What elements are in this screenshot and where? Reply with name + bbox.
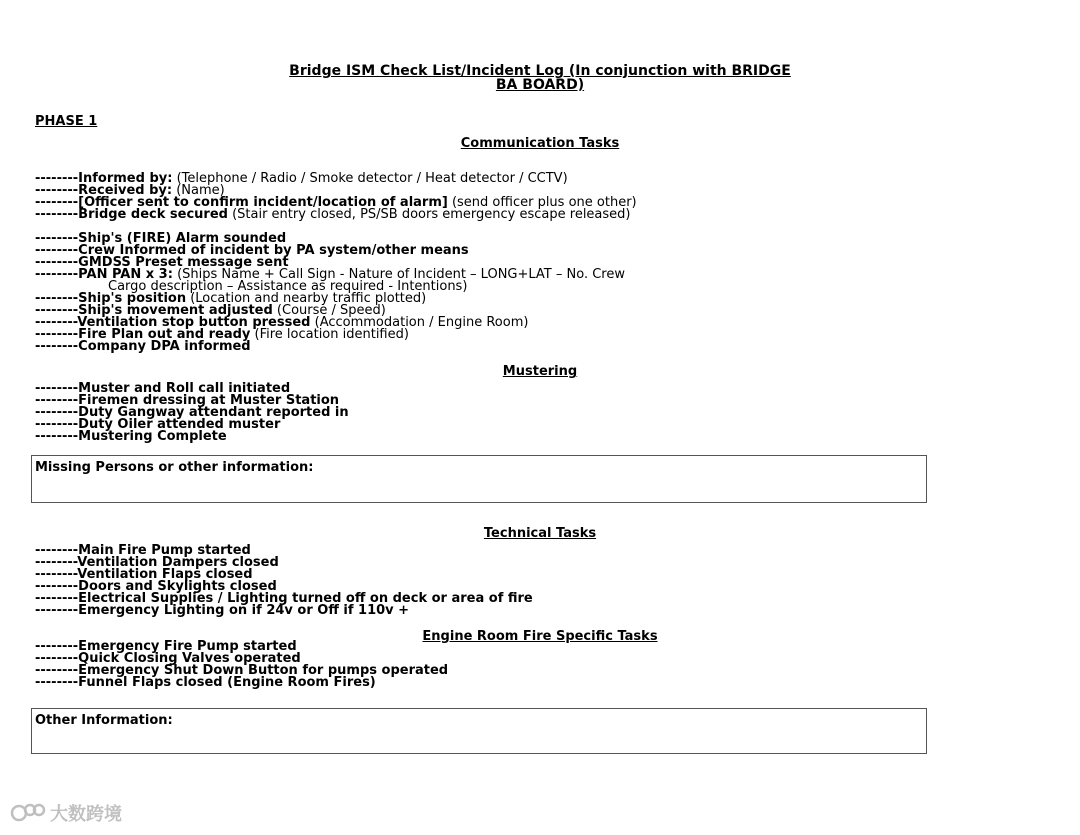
communication-list-2 xyxy=(35,233,915,353)
checklist-item-label: Electrical Supplies / Lighting turned off on deck or area of fire xyxy=(78,591,533,606)
checklist-dash-prefix: -------- xyxy=(35,315,78,330)
checklist-dash-prefix: -------- xyxy=(35,381,79,396)
engine-room-list xyxy=(35,641,915,689)
checklist-dash-prefix: -------- xyxy=(35,291,79,306)
checklist-dash-prefix: -------- xyxy=(35,543,79,558)
checklist-item-label: Ventilation Flaps closed xyxy=(77,567,253,582)
checklist-item-label: Crew Informed of incident by PA system/other means xyxy=(78,243,469,258)
checklist-dash-prefix: -------- xyxy=(35,603,79,618)
checklist-item-label: Emergency Shut Down Button for pumps operated xyxy=(78,663,449,678)
document-title xyxy=(160,64,920,92)
checklist-dash-prefix: -------- xyxy=(35,267,79,282)
checklist-item-note: (Location and nearby traffic plotted) xyxy=(186,291,427,306)
checklist-dash-prefix: -------- xyxy=(35,579,79,594)
checklist-item-note: (Course / Speed) xyxy=(272,303,386,318)
checklist-item-label: Ship's movement adjusted xyxy=(78,303,273,318)
checklist-item-label: Informed by: xyxy=(78,171,173,186)
checklist-item-note: (Ships Name + Call Sign - Nature of Incident – LONG+LAT – No. Crew xyxy=(172,267,625,282)
checklist-item-label: Company DPA informed xyxy=(78,339,251,354)
checklist-item-label: GMDSS Preset message sent xyxy=(78,255,289,270)
watermark-logo-icon xyxy=(10,802,46,824)
checklist-dash-prefix: -------- xyxy=(35,393,79,408)
watermark-text: 大数跨境 xyxy=(50,804,122,825)
checklist-item-label: Ventilation stop button pressed xyxy=(77,315,311,330)
checklist-item-label: Ship's (FIRE) Alarm sounded xyxy=(78,231,287,246)
checklist-item-label: Quick Closing Valves operated xyxy=(78,651,301,666)
checklist-dash-prefix: -------- xyxy=(35,243,79,258)
technical-tasks-heading: Technical Tasks xyxy=(483,526,597,541)
checklist-item-label: Doors and Skylights closed xyxy=(78,579,277,594)
checklist-item-label: Duty Oiler attended muster xyxy=(78,417,281,432)
checklist-item xyxy=(35,341,915,353)
communication-list-1 xyxy=(35,173,915,221)
checklist-item-note: (Stair entry closed, PS/SB doors emergency escape released) xyxy=(227,207,631,222)
checklist-item-label: Received by: xyxy=(78,183,173,198)
checklist-item-label: Bridge deck secured xyxy=(78,207,228,222)
checklist-dash-prefix: -------- xyxy=(35,327,79,342)
title-line-2: BA BOARD) xyxy=(495,77,585,93)
checklist-dash-prefix: -------- xyxy=(35,675,79,690)
mustering-heading: Mustering xyxy=(502,364,578,379)
engine-room-heading: Engine Room Fire Specific Tasks xyxy=(422,629,658,644)
checklist-item-continuation: Cargo description – Assistance as required - Intentions) xyxy=(108,279,468,294)
checklist-item-label: Ventilation Dampers closed xyxy=(77,555,279,570)
communication-tasks-heading: Communication Tasks xyxy=(460,136,620,151)
checklist-dash-prefix: -------- xyxy=(35,231,79,246)
checklist-item-label: Fire Plan out and ready xyxy=(78,327,251,342)
checklist-dash-prefix: -------- xyxy=(35,591,79,606)
checklist-dash-prefix: -------- xyxy=(35,171,79,186)
checklist-dash-prefix: -------- xyxy=(35,405,79,420)
checklist-item-label: Emergency Fire Pump started xyxy=(78,639,297,654)
checklist-item-note: (Telephone / Radio / Smoke detector / Heat detector / CCTV) xyxy=(172,171,568,186)
checklist-item-label: Main Fire Pump started xyxy=(78,543,251,558)
checklist-item xyxy=(35,209,915,221)
checklist-dash-prefix: -------- xyxy=(35,663,79,678)
checklist-item xyxy=(35,431,915,443)
phase-label: PHASE 1 xyxy=(35,114,98,129)
checklist-item-label: [Officer sent to confirm incident/location of alarm] xyxy=(78,195,448,210)
checklist-item xyxy=(35,269,915,293)
checklist-item-label: Duty Gangway attendant reported in xyxy=(78,405,349,420)
checklist-item-label: Mustering Complete xyxy=(78,429,227,444)
checklist-item-label: Firemen dressing at Muster Station xyxy=(78,393,340,408)
checklist-item-label: Muster and Roll call initiated xyxy=(78,381,291,396)
checklist-item-label: Funnel Flaps closed (Engine Room Fires) xyxy=(78,675,376,690)
checklist-dash-prefix: -------- xyxy=(35,651,79,666)
checklist-dash-prefix: -------- xyxy=(35,639,79,654)
checklist-dash-prefix: -------- xyxy=(35,555,78,570)
checklist-dash-prefix: -------- xyxy=(35,303,79,318)
checklist-item xyxy=(35,605,915,617)
other-information-label: Other Information: xyxy=(35,713,173,728)
checklist-item-note: (send officer plus one other) xyxy=(447,195,637,210)
checklist-item xyxy=(35,677,915,689)
checklist-dash-prefix: -------- xyxy=(35,339,79,354)
checklist-dash-prefix: -------- xyxy=(35,255,79,270)
watermark xyxy=(10,800,122,826)
missing-persons-label: Missing Persons or other information: xyxy=(35,460,314,475)
technical-list xyxy=(35,545,915,617)
checklist-item-note: (Name) xyxy=(172,183,225,198)
checklist-item-label: PAN PAN x 3: xyxy=(78,267,173,282)
missing-persons-box[interactable] xyxy=(31,455,927,503)
checklist-dash-prefix: -------- xyxy=(35,207,79,222)
title-line-1: Bridge ISM Check List/Incident Log (In conjunction with BRIDGE xyxy=(289,63,791,79)
checklist-item-note: (Accommodation / Engine Room) xyxy=(310,315,529,330)
checklist-dash-prefix: -------- xyxy=(35,417,79,432)
checklist-item-label: Ship's position xyxy=(78,291,187,306)
mustering-list xyxy=(35,383,915,443)
checklist-dash-prefix: -------- xyxy=(35,195,79,210)
checklist-dash-prefix: -------- xyxy=(35,429,79,444)
checklist-item-note: (Fire location identified) xyxy=(250,327,409,342)
checklist-dash-prefix: -------- xyxy=(35,183,79,198)
checklist-dash-prefix: -------- xyxy=(35,567,78,582)
checklist-item-label: Emergency Lighting on if 24v or Off if 110v + xyxy=(78,603,410,618)
other-information-box[interactable] xyxy=(31,708,927,754)
